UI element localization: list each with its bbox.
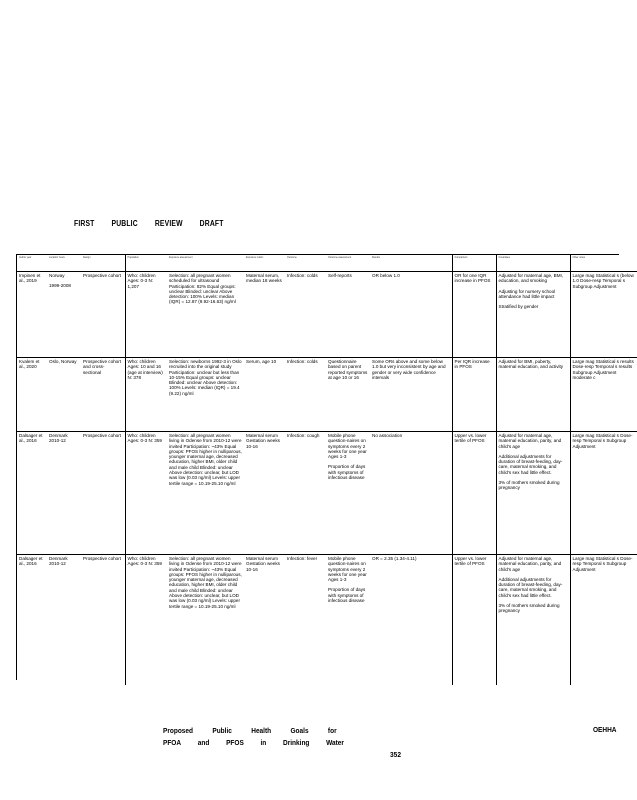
col-header: Other notes (570, 255, 637, 272)
table-row (17, 432, 637, 555)
cell-outcome: Infection: fever (285, 555, 326, 685)
location-text: Denmark (49, 433, 68, 438)
footer-word: Drinking (283, 738, 310, 747)
footer-word: Health (251, 726, 272, 735)
cell-population: Who: children Ages: 0-3 N: 1,207 (125, 272, 167, 358)
cell-exposure: Selection: all pregnant women living in Odense from 2010-12 were invited Participation: ~43% Equal groups: PFOS higher in nulliparous, younger maternal age, decreased education, higher BMI, older child and male child Blinded: unclear Above detection: unclear, but LOD was low (0.03 ng/ml) Levels: upper tertile range = 10.19-25.10 ng/ml (167, 555, 244, 685)
footer-word: PFOA (163, 738, 182, 747)
agency-name: OEHHA (593, 725, 617, 734)
cell-matrix: Maternal serum Gestation weeks 10-16 (244, 555, 285, 685)
cell-notes: Large mag Statistical s (below 1.0 Dose-resp Temporal s Subgroup Adjustment (570, 272, 637, 358)
cell-results: OR = 2.35 (1.34-4.11) (370, 555, 452, 685)
col-header: Comparison (452, 255, 496, 272)
cell-outcome: Infection: colds (285, 358, 326, 432)
cell-assessment (326, 555, 370, 685)
location-text: Oslo, Norway (49, 359, 77, 364)
cell-assessment: Self-reports (326, 272, 370, 358)
footer-title (163, 725, 361, 749)
col-header: Outcome (287, 256, 297, 259)
cell-author: Dalsager et al., 2016 (17, 432, 47, 555)
cell-results: Some ORs above and some below 1.0 but very inconsistent by age and gender or very wide confidence intervals (370, 358, 452, 432)
footer-word: in (260, 738, 267, 747)
col-header: Author year (19, 256, 32, 259)
cell-covariates (496, 432, 570, 555)
cell-notes: Large mag Statistical s Dose-resp Temporal s Subgroup Adjustment (570, 432, 637, 555)
cell-outcome: Infection: colds (285, 272, 326, 358)
col-header: Location Years (49, 256, 65, 259)
cell-comparison: Upper vs. lower tertile of PFOS (452, 555, 496, 685)
cell-location (47, 432, 81, 555)
years-text: 1999-2008 (49, 283, 71, 289)
cell-comparison: OR for one IQR increase in PFOS (452, 272, 496, 358)
cell-author: Dalsager et al., 2016 (17, 555, 47, 685)
col-header: Exposure matrix (246, 256, 264, 259)
footer-word: and (197, 738, 210, 747)
cell-population: Who: children Ages: 0-3 N: 359 (125, 555, 167, 685)
covariates-text-2: Additional adjustments for duration of breast-feeding, day-care, maternal smoking, and child's sex had little effect. (498, 453, 563, 475)
covariates-text-2: Additional adjustments for duration of breast-feeding, day-care, maternal smoking, and child's sex had little effect. (498, 576, 563, 598)
col-header: Outcome assessment (328, 256, 352, 259)
draft-header (74, 219, 241, 228)
location-text: Denmark (49, 556, 68, 561)
footer-word: Public (212, 726, 232, 735)
cell-exposure: Selection: newborns 1992-3 in Oslo recruited into the original study Participation: unclear but less than 10-15% Equal groups: unclear Blinded: unclear Above detection: 100% Levels: median (IQR) = 19.4 (9.22) ng/ml (167, 358, 244, 432)
cell-location (47, 555, 81, 685)
cell-location (47, 272, 81, 358)
cell-matrix: Serum, age 10 (244, 358, 285, 432)
cell-design: Prospective cohort and cross-sectional (81, 358, 125, 432)
cell-covariates: Adjusted for BMI, puberty, maternal education, and activity (496, 358, 570, 432)
covariates-text: Adjusted for maternal age, maternal education, parity, and child's age (498, 556, 562, 572)
assessment-text: Mobile phone question-naires on symptoms every 2 weeks for one year Ages 1-3 (328, 556, 367, 583)
cell-author: Impinen et al., 2019 (17, 272, 47, 358)
footer-word: Proposed (163, 726, 194, 735)
col-header: Exposure assessment (169, 256, 193, 259)
cell-population: Who: children Ages: 0-3 N: 359 (125, 432, 167, 555)
covariates-text-3: Stratified by gender (498, 304, 539, 310)
years-text: 2010-12 (49, 438, 66, 444)
footer-word: Goals (290, 726, 309, 735)
table-row (17, 555, 637, 685)
years-text: 2010-12 (49, 561, 66, 567)
table-header-row (17, 255, 637, 272)
assessment-text: Mobile phone question-naires on symptoms every 2 weeks for one year Ages 1-3 (328, 433, 367, 460)
cell-matrix: Maternal serum Gestation weeks 10-16 (244, 432, 285, 555)
assessment-text-2: Proportion of days with symptoms of infectious disease (328, 587, 366, 604)
cell-matrix: Maternal serum, median 18 weeks (244, 272, 285, 358)
cell-exposure: Selection: all pregnant women living in Odense from 2010-12 were invited Participation: ~43% Equal groups: PFOS higher in nulliparous, younger maternal age, decreased education, higher BMI, older child and male child Blinded: unclear Above detection: unclear, but LOD was low (0.03 ng/ml) Levels: upper tertile range = 10.19-25.10 ng/ml (167, 432, 244, 555)
cell-comparison: Upper vs. lower tertile of PFOS (452, 432, 496, 555)
cell-population: Who: children Ages: 10 and 16 (age at interview) N: 378 (125, 358, 167, 432)
cell-covariates (496, 272, 570, 358)
footer-word: Water (326, 738, 344, 747)
col-header: Design (83, 256, 91, 259)
footer-word: PFOS (226, 738, 244, 747)
location-text: Norway (49, 273, 65, 278)
cell-results: OR below 1.0 (370, 272, 452, 358)
cell-notes: Large mag Statistical s results Dose-resp Temporal s results Subgroup Adjustment moderate c (570, 358, 637, 432)
header-word: PUBLIC (111, 219, 138, 228)
cell-location (47, 358, 81, 432)
cell-assessment (326, 432, 370, 555)
cell-notes: Large mag Statistical s Dose-resp Temporal s Subgroup Adjustment (570, 555, 637, 685)
header-word: REVIEW (154, 219, 183, 228)
cell-exposure: Selection: all pregnant women scheduled for ultrasound Participation: 82% Equal groups: unclear Blinded: unclear Above detection: 100% Levels: median (IQR) = 12.87 (9.92-16.63) ng/ml (167, 272, 244, 358)
header-word: DRAFT (199, 219, 224, 228)
covariates-text: Adjusted for maternal age, maternal education, parity, and child's age (498, 433, 562, 449)
col-header: Covariates (496, 255, 570, 272)
col-header: Results (372, 256, 380, 259)
cell-design: Prospective cohort (81, 432, 125, 555)
cell-results: No association (370, 432, 452, 555)
cell-design: Prospective cohort (81, 555, 125, 685)
cell-covariates (496, 555, 570, 685)
page-number: 352 (390, 750, 402, 759)
footer-word: for (327, 726, 337, 735)
assessment-text-2: Proportion of days with symptoms of infectious disease (328, 464, 366, 481)
covariates-text-3: 3% of mothers smoked during pregnancy (498, 603, 560, 614)
header-word: FIRST (74, 219, 95, 228)
cell-comparison: Per IQR increase in PFOS (452, 358, 496, 432)
table-row (17, 272, 637, 358)
covariates-text-2: Adjusting for nursery school attendance had little impact (498, 288, 556, 299)
table-row (17, 358, 637, 432)
cell-assessment: Questionnaire based on parent reported symptoms at age 10 or 16 (326, 358, 370, 432)
cell-author: Kvalem et al., 2020 (17, 358, 47, 432)
col-header: Population (125, 255, 167, 272)
evidence-table (16, 254, 634, 680)
cell-outcome: Infection: cough (285, 432, 326, 555)
covariates-text-3: 3% of mothers smoked during pregnancy (498, 480, 560, 491)
cell-design: Prospective cohort (81, 272, 125, 358)
covariates-text: Adjusted for maternal age, BMI, education, and smoking (498, 273, 564, 284)
